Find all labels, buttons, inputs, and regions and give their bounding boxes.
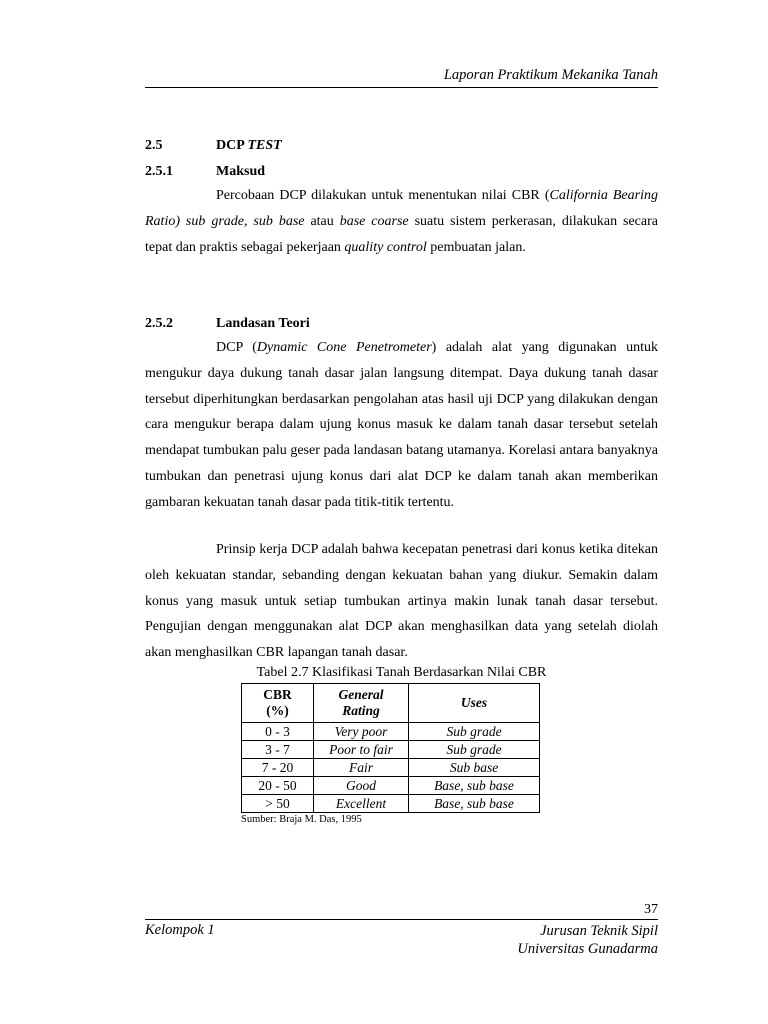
table-row xyxy=(242,777,540,795)
cell-rating: Good xyxy=(314,777,409,795)
header-cbr xyxy=(242,684,314,723)
cell-rating: Fair xyxy=(314,759,409,777)
header-rating-line2: Rating xyxy=(342,703,380,718)
footer-rule xyxy=(145,919,658,920)
section-title xyxy=(216,138,282,154)
text-run: DCP ( xyxy=(216,340,257,355)
section-number: 2.5 xyxy=(145,138,163,153)
cell-uses: Sub grade xyxy=(409,741,540,759)
text-run: Percobaan DCP dilakukan untuk menentukan nilai CBR ( xyxy=(216,188,550,203)
cell-rating: Poor to fair xyxy=(314,741,409,759)
paragraph-maksud xyxy=(145,183,658,260)
paragraph-landasan-2 xyxy=(145,537,658,666)
cell-uses: Base, sub base xyxy=(409,795,540,813)
table-row xyxy=(242,795,540,813)
cell-rating: Excellent xyxy=(314,795,409,813)
section-title-italic: TEST xyxy=(247,138,282,153)
text-run: pembuatan jalan. xyxy=(426,239,526,255)
italic-run: base coarse xyxy=(339,213,409,229)
footer-university: Universitas Gunadarma xyxy=(517,941,658,957)
table-source: Sumber: Braja M. Das, 1995 xyxy=(241,814,362,825)
table-row xyxy=(242,723,540,741)
italic-run: California Bearing Ratio) sub grade, sub base xyxy=(145,188,658,229)
footer-group-name: Kelompok 1 xyxy=(145,922,215,938)
header-rule xyxy=(145,87,658,88)
subsection-title: Landasan Teori xyxy=(216,316,310,331)
table-row xyxy=(242,759,540,777)
cell-uses: Base, sub base xyxy=(409,777,540,795)
cell-rating: Very poor xyxy=(314,723,409,741)
text-run: suatu sistem perkerasan, dilakukan secara tepat dan praktis sebagai pekerjaan xyxy=(145,213,658,255)
cell-cbr: 0 - 3 xyxy=(242,723,314,741)
table-row xyxy=(242,741,540,759)
text-run: Prinsip kerja DCP adalah bahwa kecepatan penetrasi dari konus ketika ditekan oleh kekuatan standar, sebanding dengan kekuatan bahan yang diukur. Semakin dalam konus yang masuk untuk setiap tumbukan artinya makin lunak tanah dasar tersebut. Pengujian dengan menggunakan alat DCP akan menghasilkan data yang setelah diolah akan menghasilkan CBR lapangan tanah dasar. xyxy=(145,542,658,661)
subsection-title: Maksud xyxy=(216,164,266,179)
subsection-number: 2.5.2 xyxy=(145,316,173,331)
text-run: ) adalah alat yang digunakan untuk mengukur daya dukung tanah dasar jalan langsung ditempat. Daya dukung tanah dasar tersebut diperhitungkan berdasarkan pengolahan atas hasil uji DCP yang dilakukan dengan cara mengukur berapa dalam ujung konus masuk ke dalam tanah dasar tersebut setelah mendapat tumbukan palu geser pada landasan batang utamanya. Korelasi antara banyaknya tumbukan dan penetrasi ujung konus dari alat DCP ke dalam tanah akan memberikan gambaran kekuatan tanah dasar pada titik-titik tertentu. xyxy=(145,340,659,510)
header-cbr-line1: CBR xyxy=(263,687,292,702)
header-rating xyxy=(314,684,409,723)
footer-institution xyxy=(400,922,658,958)
header-cbr-line2: (%) xyxy=(266,703,289,718)
section-title-main: DCP xyxy=(216,138,244,153)
paragraph-landasan-1 xyxy=(145,335,658,516)
page-header-title: Laporan Praktikum Mekanika Tanah xyxy=(443,67,658,83)
cell-uses: Sub grade xyxy=(409,723,540,741)
header-uses: Uses xyxy=(409,684,540,723)
italic-run: Dynamic Cone Penetrometer xyxy=(256,340,432,355)
cell-cbr: 7 - 20 xyxy=(242,759,314,777)
footer-department: Jurusan Teknik Sipil xyxy=(540,923,658,939)
table-caption: Tabel 2.7 Klasifikasi Tanah Berdasarkan Nilai CBR xyxy=(256,665,547,680)
cell-uses: Sub base xyxy=(409,759,540,777)
cell-cbr: 20 - 50 xyxy=(242,777,314,795)
table-header-row xyxy=(242,684,540,723)
cell-cbr: > 50 xyxy=(242,795,314,813)
cbr-classification-table xyxy=(241,683,540,813)
page-number: 37 xyxy=(644,902,658,917)
subsection-number: 2.5.1 xyxy=(145,164,173,179)
text-run: atau xyxy=(304,213,340,229)
header-rating-line1: General xyxy=(338,687,384,702)
italic-run: quality control xyxy=(344,239,427,255)
cell-cbr: 3 - 7 xyxy=(242,741,314,759)
